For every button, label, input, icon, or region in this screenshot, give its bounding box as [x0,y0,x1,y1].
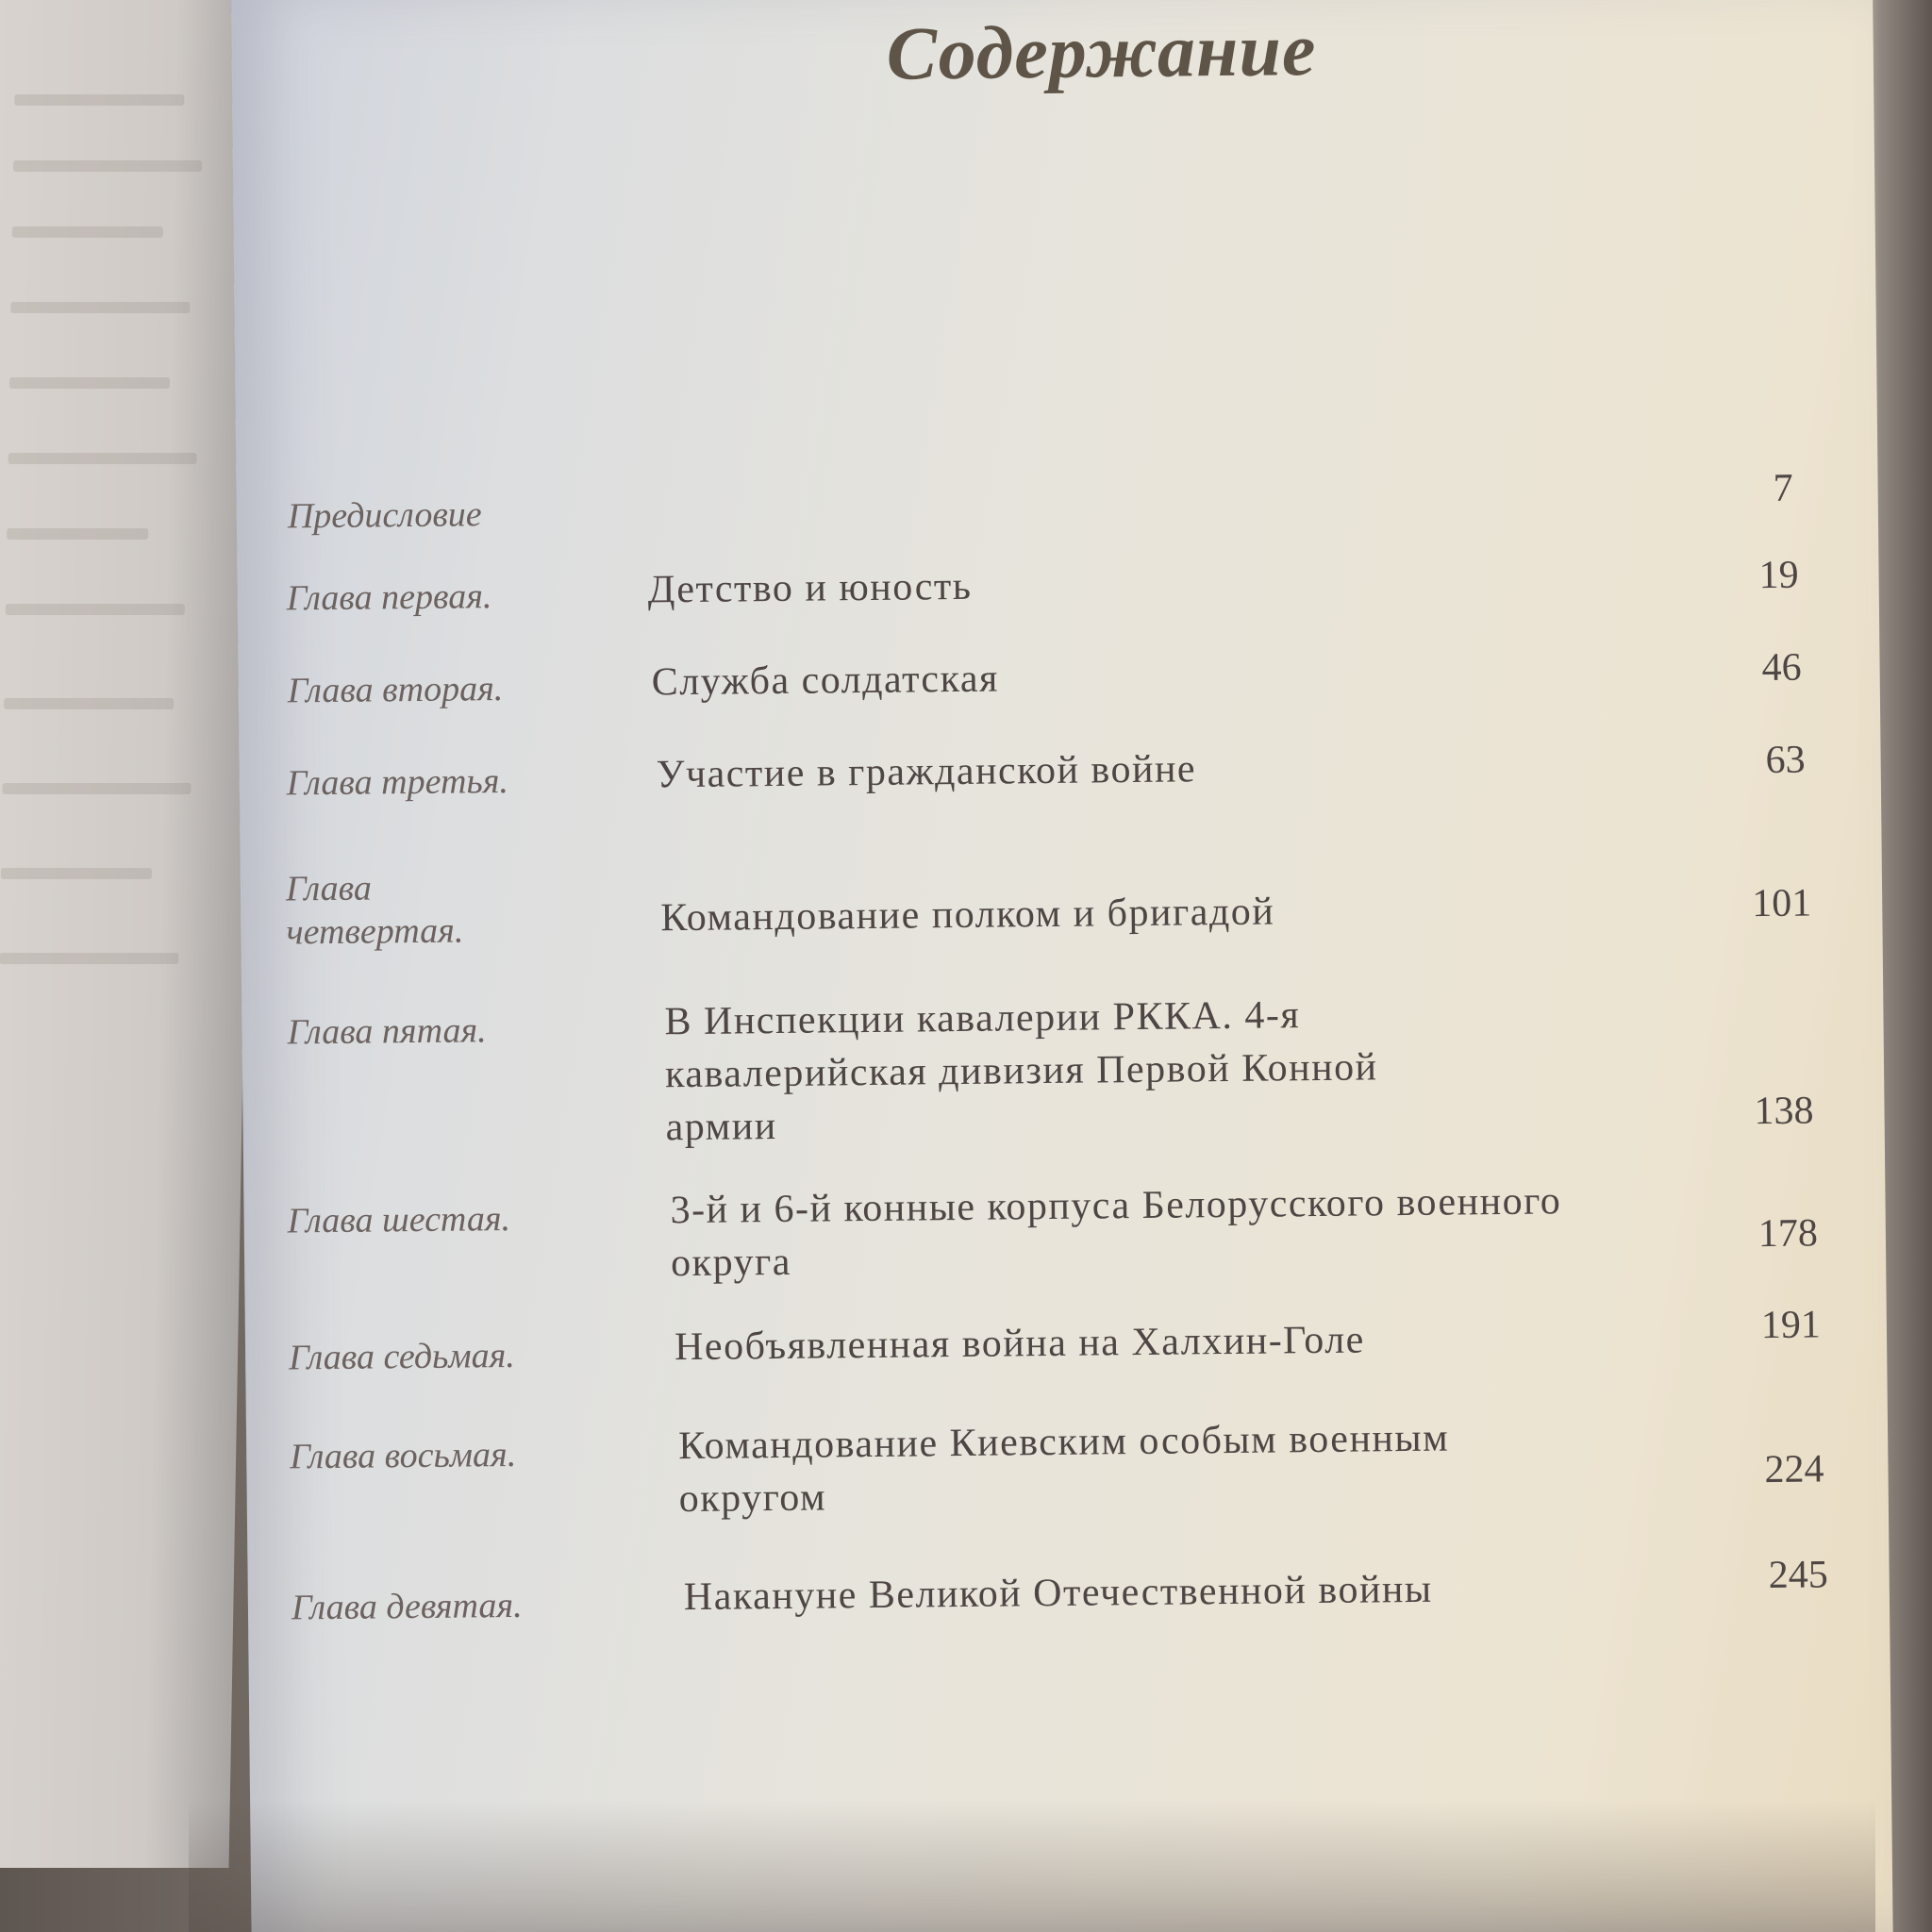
toc-entry-title: 3-й и 6-й конные корпуса Белорусского военного округа [670,1179,1562,1286]
toc-entry-page: 63 [1765,738,1806,783]
toc-entry [241,851,1844,953]
toc-entry-title: Детство и юность [647,564,973,612]
toc-entry-label: Глава первая. [286,576,492,619]
toc-entry-page: 191 [1760,1303,1822,1348]
toc-entry-title: Командование Киевским особым военным округом [677,1416,1450,1522]
bottom-shadow [189,1800,1875,1932]
page-title: Содержание [886,8,1317,96]
toc-entry-page: 46 [1761,645,1802,691]
toc-entry [236,464,1840,537]
toc-entry-title: Участие в гражданской войне [656,747,1197,797]
toc-entry [237,551,1840,619]
toc-entry-label: Глава четвертая. [285,868,464,953]
toc-entry-label: Глава пятая. [287,1010,487,1053]
toc-entry-page: 19 [1758,553,1799,598]
toc-entry [248,1553,1852,1628]
toc-entry [242,983,1845,1150]
toc-entry-title: Необъявленная война на Халхин-Голе [674,1318,1366,1370]
contents-page [231,0,1893,1932]
toc-entry-title: Накануне Великой Отечественной войны [683,1567,1433,1620]
toc-entry [243,1172,1847,1286]
toc-entry-title: В Инспекции кавалерии РККА. 4-я кавалерийская дивизия Первой Конной армии [664,993,1378,1150]
toc-entry-page: 224 [1764,1447,1824,1492]
toc-entry-label: Глава седьмая. [288,1335,515,1378]
toc-entry [246,1407,1850,1522]
toc-entry-label: Глава вторая. [287,669,504,711]
toc-entry-label: Глава восьмая. [290,1434,517,1477]
toc-entry [238,643,1841,711]
toc-entry-page: 101 [1751,881,1812,926]
toc-entry-label: Глава девятая. [291,1585,523,1628]
toc-entry-label: Глава третья. [286,760,509,804]
toc-entry-page: 178 [1757,1211,1819,1257]
toc-entry [245,1303,1849,1378]
left-page [0,0,261,1868]
toc-entry-page: 245 [1768,1553,1828,1598]
toc-entry-label: Глава шестая. [287,1198,511,1241]
toc-entry [239,736,1842,804]
toc-entry-title: Командование полком и бригадой [660,890,1275,941]
toc-entry-title: Служба солдатская [651,657,1000,705]
toc-entry-page: 138 [1754,1089,1814,1134]
toc-entry-page: 7 [1773,466,1793,510]
toc-entry-label: Предисловие [287,494,482,537]
